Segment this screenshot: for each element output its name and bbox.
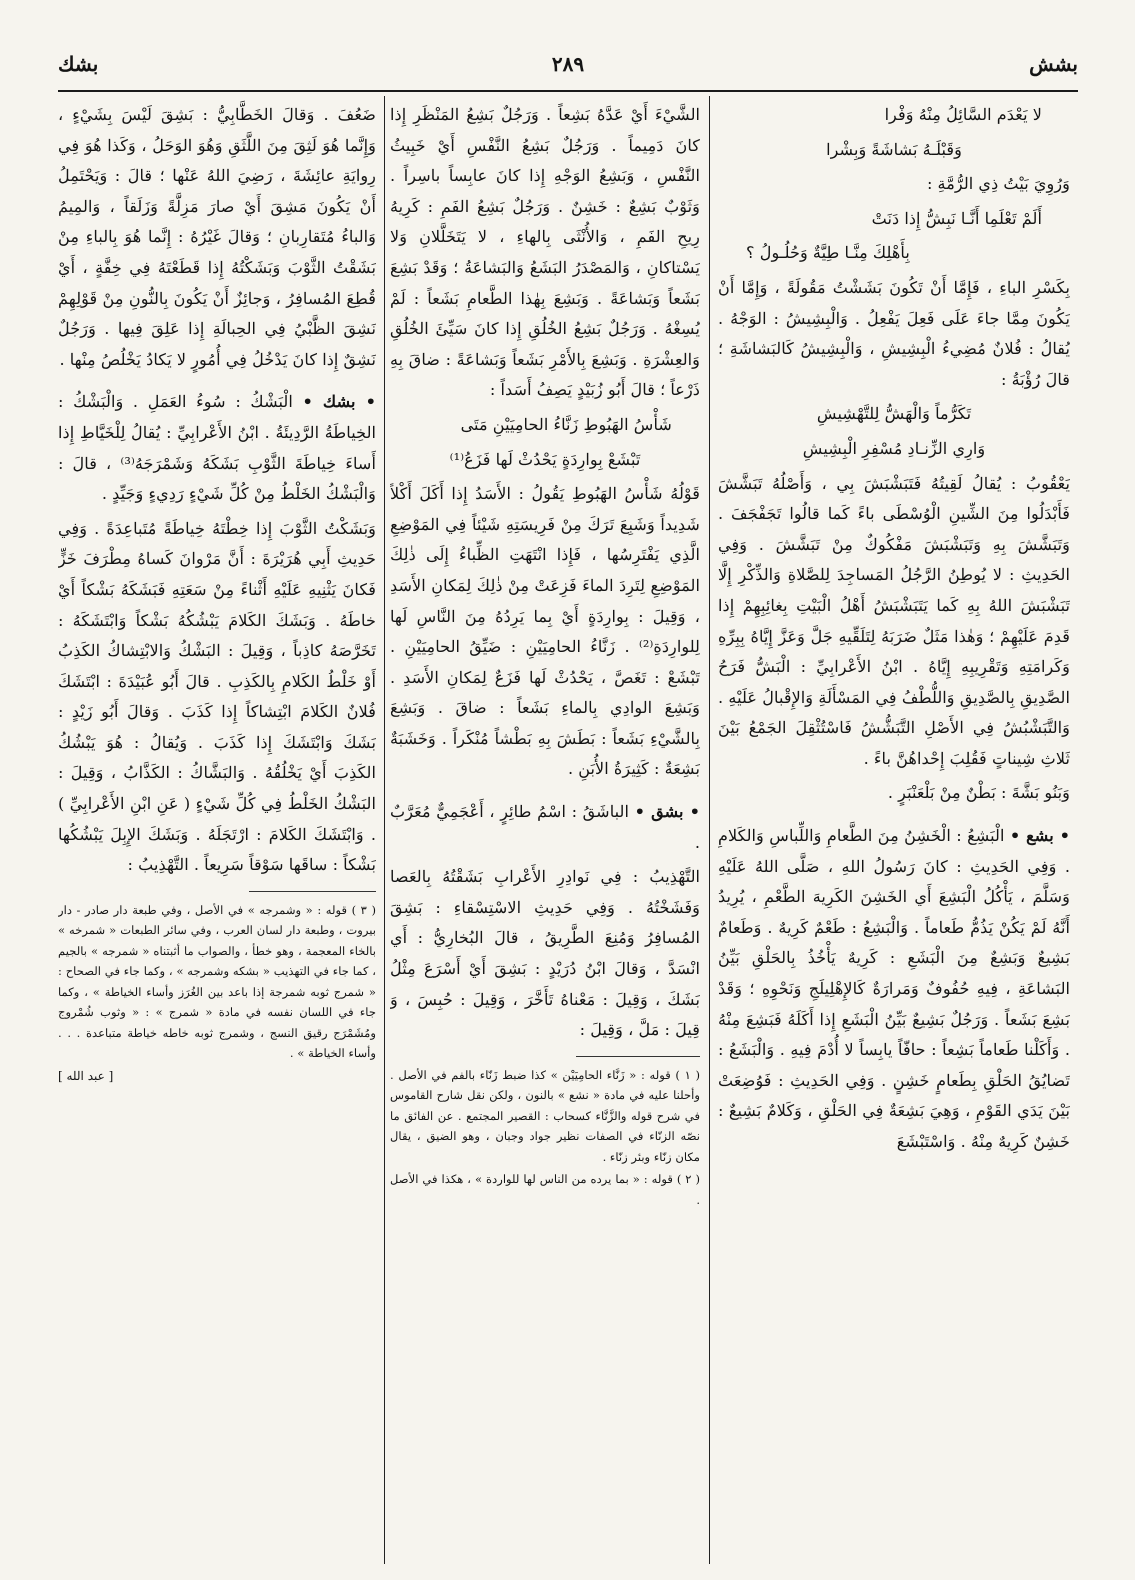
footnotes: [58, 900, 376, 1087]
paragraph: وَرُوِيَ بَيْتُ ذِي الرُّمَّةِ :: [926, 174, 1070, 194]
entry-text: الْبَشِعُ : الْخَشِنُ مِنَ الطَّعامِ وَاللِّباسِ وَالكَلامِ . وَفِي الحَدِيثِ : كانَ رَسُولُ اللهِ ، صَلَّى اللهُ عَلَيْهِ وَسَلَّمَ ، يَأْكُلُ الْبَشِعَ أَي الخَشِنَ الكَرِيهَ الطَّعْمِ ، يُرِيدُ أَنَّهُ لَمْ يَكُنْ يَذُمُّ طَعاماً . وَالْبَشِعُ : طَعْمٌ كَرِيهٌ . وَطَعامٌ بَشِيعٌ وَبَشِعٌ مِنَ الْبَشَعِ : كَرِيهٌ يَأْخُذُ بِالحَلْقِ بَيِّنُ البَشاعَةِ ، فِيهِ حُفُوفٌ وَمَرارَةٌ كَالإِهْلِيلَجِ وَنَحْوِهِ ؛ وَقَدْ بَشِعَ بَشَعاً . وَرَجُلٌ بَشِيعٌ بَيِّنُ الْبَشَعِ إِذا أَكَلَهُ فَبَشِعَ مِنْهُ . وَأَكَلْنا طَعاماً بَشِعاً : حافّاً يابِساً لا أُدْمَ فِيهِ . وَالْبَشَعُ : تَضايُقُ الحَلْقِ بِطَعامٍ خَشِنٍ . وَفِي الحَدِيثِ : فَوُضِعَتْ بَيْنَ يَدَي القَوْمِ ، وَهِيَ بَشِعَةٌ فِي الحَلْقِ ، وَكَلامٌ بَشِيعٌ : خَشِنٌ كَرِيهٌ مِنْهُ . وَاسْتَبْشَعَ: [718, 826, 1070, 1151]
paragraph: التَّهْذِيبُ : فِي نَوادِرِ الأَعْرابِ بَشَقْتُهُ بِالعَصا وَفَشَخْتُهُ . وَفِي حَدِيثِ الاسْتِسْقاءِ : بَشِقَ المُسافِرُ وَمُنِعَ الطَّرِيقُ ، قالَ البُخارِيُّ : أَي انْسَدَّ ، وَقالَ ابْنُ دُرَيْدٍ : بَشِقَ أَيْ أَسْرَعَ مِثْلُ بَشَكَ ، وَقِيلَ : مَعْناهُ تَأَخَّرَ ، وَقِيلَ : حُبِسَ ، وَ قِيلَ : مَلَّ ، وَقِيلَ :: [390, 867, 700, 1040]
column-left: [58, 100, 376, 1560]
verse-line: تَكَرُّماً وَالْهَشُّ لِلتَّهْشِيشِ: [816, 404, 972, 424]
editor-signature: [ عبد الله ]: [58, 1068, 114, 1083]
verse-line: بِأَهْلِكَ مِنَّـا طِيَّةٌ وَحُلُـولُ ؟: [746, 243, 910, 263]
verse-line: شَأْسُ الهَبُوطِ زَنَّاءُ الحامِيَيْنِ مَتَى: [460, 414, 672, 434]
column-middle: [390, 100, 700, 1560]
footnote: ( ١ ) قوله : « زَنَّاء الحامِيَيْن » كذا ضبط زَنّاء بالفم في الأصل . وأحلنا عليه في مادة « نشع » بالنون ، ولكن نقل شارح القاموس في شرح قوله والزَّنَّاء كسحاب : القصير المجتمع . عن الفائق ما نصّه الزنّاء في الصفات نظير جواد وجبان ، وهو الضيق ، يقال مكان زنّاء وبئر زنّاء .: [390, 1067, 700, 1164]
entry-bsh3: [718, 821, 1070, 1158]
footnote-rule: [249, 891, 376, 892]
paragraph: ضَعُفَ . وَقالَ الخَطَّابِيُّ : بَشِقَ لَيْسَ بِشَيْءٍ ، وَإِنَّما هُوَ لَثِقَ مِنَ اللَّثَقِ وَهُوَ الوَحَلُ ، وَكَذا هُوَ فِي رِوايَةِ عائِشَةَ ، رَضِيَ اللهُ عَنْها ؛ قالَ : وَيَحْتَمِلُ أَنْ يَكُونَ مَشِقَ أَيْ صارَ مَزِلَّةً وَزَلَقاً ، وَالمِيمُ وَالباءُ مُتَقارِبانِ ؛ وَقالَ غَيْرُهُ : إِنَّما هُوَ بِالباءِ مِنْ بَشَقْتُ الثَّوْبَ وَبَشَكْتُهُ إِذا قَطَعْتَهُ فِي خِفَّةٍ ، أَيْ قُطِعَ المُسافِرُ ، وَجائِزٌ أَنْ يَكُونَ بِالنُّونِ مِنْ قَوْلِهِمْ نَشِقَ الظَّبْيُ فِي الحِبالَةِ إِذا عَلِقَ فِيها . وَرَجُلٌ نَشِقٌ إِذا كانَ يَدْخُلُ فِي أُمُورٍ لا يَكادُ يَخْلُصُ مِنْها .: [58, 105, 376, 369]
verse-line: لا يَعْدَم السَّائِلُ مِنْهُ وَفْرا: [884, 105, 1042, 124]
entry-headword: • بشق •: [634, 802, 700, 822]
column-divider: [709, 96, 710, 1564]
column-divider: [384, 96, 385, 1564]
page-header: [58, 52, 1078, 86]
header-headword-right: بشش: [1029, 52, 1078, 76]
header-rule: [58, 90, 1078, 92]
entry-bshq: [390, 797, 700, 858]
paragraph: يَعْقُوبُ : يُقالُ لَقِيتُهُ فَتَبَشْبَشَ بِي ، وَأَصْلُهُ تَبَشَّشَ فَأَبْدَلُوا مِنَ الشِّينِ الْوُسْطَى باءً كَما قالُوا تَجَفْجَفَ . وَتَبَشَّشَ بِهِ وَتَبَشْبَشَ مَفْكُوكٌ مِنْ تَبَشَّشَ . وَفِي الحَدِيثِ : لا يُوطِنُ الرَّجُلُ المَساجِدَ لِلصَّلاةِ وَالذِّكْرِ إِلَّا تَبَشْبَشَ اللهُ بِهِ كَما يَتَبَشْبَشُ أَهْلُ الْبَيْتِ بِغائِبِهِمْ إِذا قَدِمَ عَلَيْهِمْ ؛ وَهٰذا مَثَلٌ ضَرَبَهُ لِتَلَقِّيهِ جَلَّ وَعَزَّ إِيَّاهُ بِبِرِّهِ وَكَرامَتِهِ وَتَقْرِيبِهِ إِيَّاهُ . ابْنُ الأَعْرابِيِّ : الْبَشُّ فَرَحُ الصَّدِيقِ بِالصَّدِيقِ وَاللُّطْفُ فِي المَسْأَلَةِ وَالإِقْبالُ عَلَيْهِ . وَالتَّبَشْبُشُ فِي الأَصْلِ التَّبَشُّشُ فَاسْتُثْقِلَ الجَمْعُ بَيْنَ ثَلاثِ شِيناتٍ فَقُلِبَ إِحْداهُنَّ باءً .: [718, 473, 1070, 768]
paragraph: وَبَنُو بَشَّةَ : بَطْنٌ مِنْ بَلْعَنْبَرٍ .: [887, 783, 1070, 803]
footnotes: [390, 1065, 700, 1211]
paragraph: الشَّيْءَ أَيْ عَدَّهُ بَشِعاً . وَرَجُلٌ بَشِعُ المَنْظَرِ إِذا كانَ دَمِيماً . وَرَجُلٌ بَشِعُ النَّفْسِ أَيْ خَبِيثُ النَّفْسِ ، وَبَشِعُ الوَجْهِ إِذا كانَ عابِساً باسِراً . وَثَوْبٌ بَشِعٌ : خَشِنٌ . وَرَجُلٌ بَشِعُ الفَمِ : كَرِيهُ رِيحِ الفَمِ ، وَالأُنْثَى بِالهاءِ ، لا يَتَخَلَّلانِ وَلا يَسْتاكانِ ، وَالمَصْدَرُ البَشَعُ وَالبَشاعَةُ ؛ وَقَدْ بَشِعَ بَشَعاً وَبَشاعَةً . وَبَشِعَ بِهٰذا الطَّعامِ بَشَعاً : لَمْ يُسِغْهُ . وَرَجُلٌ بَشِعُ الخُلُقِ إِذا كانَ سَيِّئَ الخُلُقِ وَالعِشْرَةِ . وَبَشِعَ بِالأَمْرِ بَشَعاً وَبَشاعَةً : ضاقَ بِهِ ذَرْعاً ؛ قالَ أَبُو زُبَيْدٍ يَصِفُ أَسَداً :: [390, 105, 700, 400]
page-number: ٢٨٩: [551, 52, 585, 76]
verse-line: أَلَمْ تَعْلَمِا أَنَّـا نَبِشُّ إِذا دَنَتْ: [871, 208, 1042, 228]
verse-line: وَقَبْلَـهُ بَشاشَةً وَبِشْرا: [826, 139, 962, 159]
entry-headword: • بشع •: [1009, 826, 1070, 846]
header-headword-left: بشك: [58, 52, 99, 76]
verse-line: تَبْشَعْ بِوارِدَةٍ يَحْدُثْ لَها فَزَعُ⁽¹⁾: [449, 449, 641, 469]
entry-text: الْبَشْكُ : سُوءُ العَمَلِ . وَالْبَشْكُ : الخِياطَةُ الرَّدِيئَةُ . ابْنُ الأَعْرابِيِّ : يُقالُ لِلْخَيَّاطِ إِذا أَساءَ خِياطَةَ الثَّوْبِ بَشَكَهُ وَشَمْرَجَهُ⁽³⁾ ، قالَ : وَالْبَشْكُ الخَلْطُ مِنْ كُلِّ شَيْءٍ رَدِيءٍ وَجَيِّدٍ .: [58, 392, 376, 504]
paragraph: بِكَسْرِ الباءِ ، فَإِمَّا أَنْ تَكُونَ بَشَشْتُ مَقُولَةً ، وَإِمَّا أَنْ يَكُونَ مِمَّا جاءَ عَلَى فَعِلَ يَفْعِلُ . وَالْبِشِيشُ : الوَجْهُ . يُقالُ : فُلانٌ مُضِيءُ الْبِشِيشِ ، وَالْبِشِيشُ كَالبَشاشَةِ ؛ قالَ رُؤْبَةُ :: [718, 277, 1070, 389]
footnote-rule: [576, 1056, 700, 1057]
footnote: ( ٢ ) قوله : « بما يرده من الناس لها للواردة » ، هكذا في الأصل .: [390, 1172, 700, 1207]
paragraph: وَبَشَكْتُ الثَّوْبَ إِذا خِطْتَهُ خِياطَةً مُتَباعِدَةً . وَفِي حَدِيثِ أَبِي هُرَيْرَةَ : أَنَّ مَرْوانَ كَساهُ مِطْرَفَ خَزٍّ فَكانَ يَثْنِيهِ عَلَيْهِ أَثْناءً مِنْ سَعَتِهِ فَبَشَكَهُ بَشْكاً أَيْ خاطَهُ . وَبَشَكَ الكَلامَ يَبْشُكُهُ بَشْكاً وَابْتَشَكَهُ : تَخَرَّصَهُ كاذِباً ، وَقِيلَ : البَشْكُ وَالابْتِشاكُ الكَذِبُ أَوْ خَلْطُ الكَلامِ بِالكَذِبِ . قالَ أَبُو عُبَيْدَةَ : ابْتَشَكَ فُلانٌ الكَلامَ ابْتِشاكاً إِذا كَذَبَ . وَقالَ أَبُو زَيْدٍ : بَشَكَ وَابْتَشَكَ إِذا كَذَبَ . وَيُقالُ : هُوَ يَبْشُكُ الكَذِبَ أَيْ يَخْلُقُهُ . وَالبَشَّاكُ : الكَذَّابُ ، وَقِيلَ : البَشْكُ الخَلْطُ فِي كُلِّ شَيْءٍ ( عَنِ ابْنِ الأَعْرابِيِّ ) . وَابْتَشَكَ الكَلامَ : ارْتَجَلَهُ . وَبَشَكَ الإِبِلَ يَبْشُكُها بَشْكاً : ساقَها سَوْقاً سَرِيعاً . التَّهْذِيبُ :: [58, 518, 376, 875]
entry-bshk: [58, 387, 376, 509]
entry-text: الباشَقُ : اسْمُ طائِرٍ ، أَعْجَمِيٌّ مُعَرَّبٌ .: [390, 802, 700, 852]
verse-line: وَارِي الزِّنـادِ مُسْفِرِ الْبِشِيشِ: [802, 438, 986, 458]
entry-headword: • بشك •: [302, 392, 376, 412]
paragraph: قَوْلُهُ شَأْسُ الهَبُوطِ يَقُولُ : الأَسَدُ إِذا أَكَلَ أَكْلاً شَدِيداً وَشَبِعَ تَرَكَ مِنْ فَرِيسَتِهِ شَيْئاً فِي المَوْضِعِ الَّذِي يَفْتَرِسُها ، فَإِذا انْتَهَتِ الظِّباءُ إِلَى ذٰلِكَ المَوْضِعِ لِتَرِدَ الماءَ فَزِعَتْ مِنْ ذٰلِكَ لِمَكانِ الأَسَدِ ، وَقِيلَ : بِوارِدَةٍ أَيْ بِما يَرِدُهُ مِنَ النَّاسِ لَها لِلوارِدَةِ⁽²⁾ . زَنَّاءُ الحامِيَيْنِ : ضَيِّقُ الحامِيَيْنِ . تَبْشَعْ : تَغَصَّ ، يَحْدُثْ لَها فَزَعٌ لِمَكانِ الأَسَدِ . وَبَشِعَ الوادِي بِالماءِ بَشَعاً : ضاقَ . وَبَشِعَ بِالشَّيْءِ بَشَعاً : بَطَشَ بِهِ بَطْشاً مُنْكَراً . وَخَشَبَةٌ بَشِعَةٌ : كَثِيرَةُ الأُبَنِ .: [390, 484, 700, 779]
footnote: ( ٣ ) قوله : « وشمرجه » في الأصل ، وفي طبعة دار صادر - دار بيروت ، وطبعة دار لسان العرب ، وفي سائر الطبعات « شمرخه » بالخاء المعجمة ، وهو خطأ ، والصواب ما أثبتناه « شمرجه » بالجيم ، كما جاء في التهذيب « بشكه وشمرجه » ، وكما جاء في الصحاح : « شمرج ثوبه شمرجة إذا باعد بين الغُرَز وأساء الخياطة » ، وكما جاء في اللسان نفسه في مادة « شمرج » : « وثوب شُمْروج ومُشَمْرَج رقيق النسج ، وشمرج ثوبه خاطه خياطة متباعدة . . . وأساء الخياطة » .: [58, 902, 376, 1061]
column-right: [718, 100, 1070, 1560]
